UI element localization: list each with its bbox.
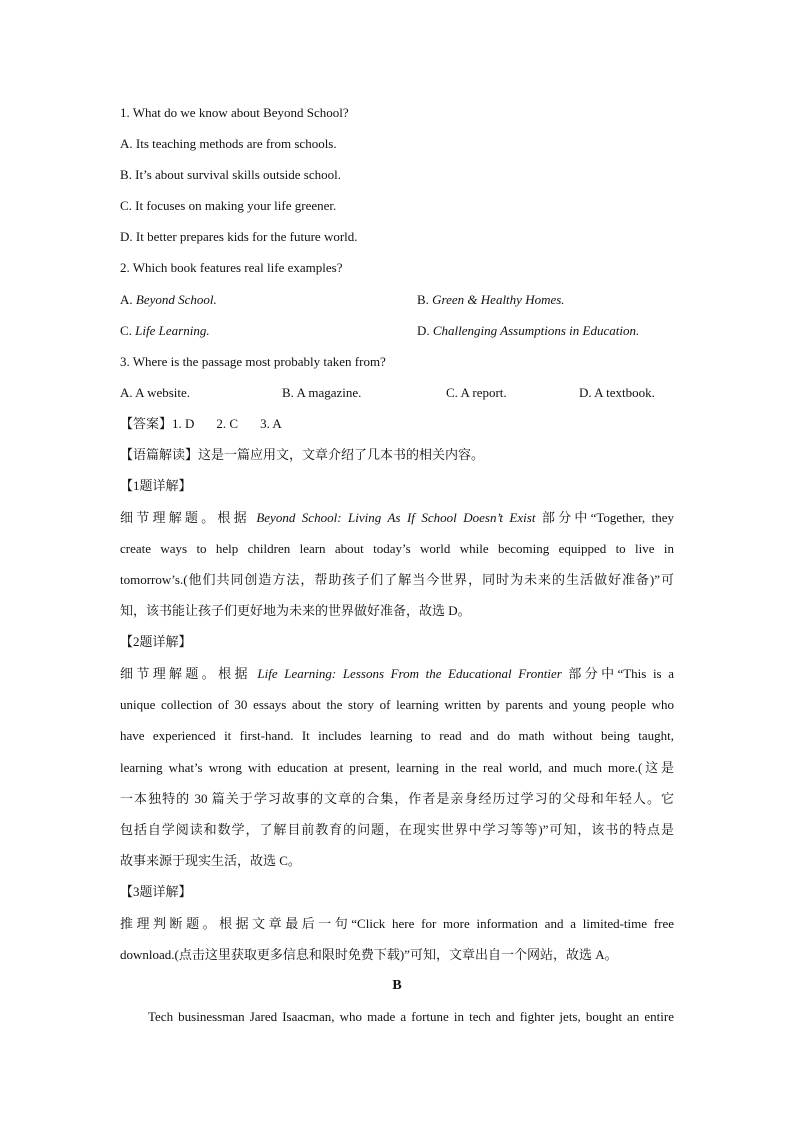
q3-option-c: C. A report.: [446, 385, 507, 400]
answer-q2: 2. C: [216, 416, 239, 431]
q3-stem: 3. Where is the passage most probably taken from?: [120, 354, 386, 369]
detail2-header: 【2题详解】: [120, 634, 192, 649]
detail1-line3: tomorrow’s.(他们共同创造方法，帮助孩子们了解当今世界，同时为未来的生活做好准备)”可: [120, 572, 674, 587]
detail2-line1-post: 部分中“This is a: [561, 666, 674, 681]
detail2-line1-pre: 细节理解题。根据: [120, 666, 258, 681]
detail2-line5: 一本独特的 30 篇关于学习故事的文章的合集，作者是亲身经历过学习的父母和年轻人。它: [120, 791, 674, 806]
answer-line: [120, 416, 282, 432]
reading-summary: [120, 447, 484, 463]
q2-option-a-prefix: A.: [120, 292, 136, 307]
q2-option-a: [120, 292, 217, 308]
q1-option-c: C. It focuses on making your life greener.: [120, 198, 337, 213]
q1-option-d: D. It better prepares kids for the future world.: [120, 229, 358, 244]
q2-option-c: [120, 323, 210, 339]
answer-q3: 3. A: [260, 416, 282, 431]
detail1-line1: [120, 510, 674, 526]
detail2-line6: 包括自学阅读和数学，了解目前教育的问题，在现实世界中学习等等)”可知，该书的特点是: [120, 822, 674, 837]
q2-option-b-prefix: B.: [417, 292, 433, 307]
reading-label: 【语篇解读】: [120, 447, 199, 462]
q2-option-d: [417, 323, 639, 339]
q2-option-d-title: Challenging Assumptions in Education.: [432, 323, 640, 338]
q1-option-a: A. Its teaching methods are from schools.: [120, 136, 337, 151]
detail3-header: 【3题详解】: [120, 884, 192, 899]
q2-option-c-prefix: C.: [120, 323, 136, 338]
section-b-first-line: Tech businessman Jared Isaacman, who made a fortune in tech and fighter jets, bought an entire: [148, 1009, 674, 1024]
q3-option-d: D. A textbook.: [579, 385, 655, 400]
q2-option-d-prefix: D.: [417, 323, 433, 338]
q2-option-c-title: Life Learning.: [135, 323, 210, 338]
q2-option-b-title: Green & Healthy Homes.: [432, 292, 565, 307]
detail2-line7: 故事来源于现实生活，故选 C。: [120, 853, 301, 868]
answer-q1: 1. D: [172, 416, 195, 431]
q1-option-b: B. It’s about survival skills outside school.: [120, 167, 341, 182]
reading-text: 这是一篇应用文，文章介绍了几本书的相关内容。: [198, 447, 485, 462]
detail2-line2: unique collection of 30 essays about the story of learning written by parents and young people who: [120, 697, 674, 712]
detail2-book-title: Life Learning: Lessons From the Educational Frontier: [257, 666, 562, 681]
section-b-heading: B: [392, 978, 402, 993]
detail1-book-title: Beyond School: Living As If School Doesn’t Exist: [256, 510, 536, 525]
detail2-line4: learning what’s wrong with education at present, learning in the real world, and much more.(这是: [120, 760, 674, 775]
detail2-line1: [120, 666, 674, 682]
detail3-line1: 推理判断题。根据文章最后一句“Click here for more information and a limited-time free: [120, 916, 674, 931]
q3-option-a: A. A website.: [120, 385, 191, 400]
detail3-line2: download.(点击这里获取更多信息和限时免费下载)”可知，文章出自一个网站，故选 A。: [120, 947, 618, 962]
detail1-line2: create ways to help children learn about today’s world while becoming equipped to live in: [120, 541, 674, 556]
answer-label: 【答案】: [120, 416, 173, 431]
detail1-header: 【1题详解】: [120, 478, 192, 493]
q2-stem: 2. Which book features real life examples?: [120, 260, 343, 275]
detail1-line1-pre: 细节理解题。根据: [120, 510, 257, 525]
q1-stem: 1. What do we know about Beyond School?: [120, 105, 349, 120]
detail2-line3: have experienced it first-hand. It includes learning to read and do math without being taught,: [120, 728, 674, 743]
q2-option-a-title: Beyond School.: [135, 292, 217, 307]
q2-option-b: [417, 292, 565, 308]
q3-option-b: B. A magazine.: [282, 385, 362, 400]
detail1-line1-post: 部分中“Together, they: [535, 510, 674, 525]
detail1-line4: 知，该书能让孩子们更好地为未来的世界做好准备，故选 D。: [120, 603, 471, 618]
